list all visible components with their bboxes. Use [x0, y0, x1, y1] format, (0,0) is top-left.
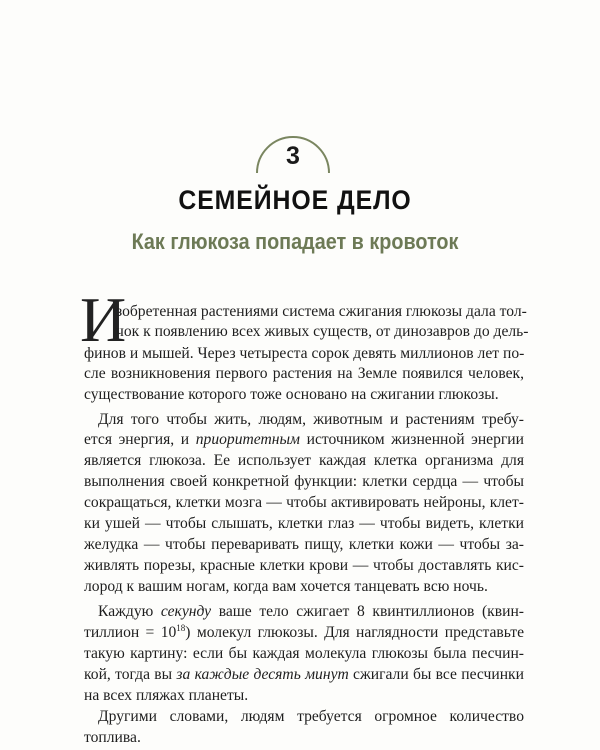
- chapter-subtitle: Как глюкоза попадает в кровоток: [131, 229, 459, 254]
- text-line: топлива.: [84, 729, 141, 746]
- text-line: кой, тогда вы за каждые десять минут сжигали бы все песчинки: [84, 666, 524, 683]
- emphasis: за каждые десять минут: [176, 666, 349, 683]
- chapter-title: СЕМЕЙНОЕ ДЕЛО: [178, 185, 412, 215]
- text-line: ки ушей — чтобы слышать, клетки глаз — чтобы видеть, клетки: [84, 515, 524, 532]
- emphasis: секунду: [160, 603, 212, 620]
- text-line: живлять порезы, красные клетки крови — чтобы доставлять кис-: [84, 557, 524, 574]
- text-line: выполнения своей конкретной функции: клетки сердца — чтобы: [84, 473, 524, 490]
- superscript: 18: [176, 622, 186, 633]
- text-line: зобретенная растениями система сжигания глюкозы дала тол-: [116, 303, 527, 320]
- text-line: чок к появлению всех живых существ, от динозавров до дель-: [116, 323, 529, 340]
- text-line: тиллион = $10^{18}$) молекул глюкозы. Для наглядности представьте: [84, 622, 524, 641]
- text-line: Другими словами, людям требуется огромное количество: [98, 708, 524, 725]
- text-line: сокращаться, клетки мозга — чтобы активировать нейроны, клет-: [84, 494, 524, 511]
- chapter-number: 3: [286, 142, 300, 170]
- text-line: существование которого тоже основано на сжигании глюкозы.: [84, 386, 499, 403]
- text-line: лород к вашим ногам, когда вам хочется танцевать всю ночь.: [84, 578, 488, 595]
- text-line: является глюкоза. Ее использует каждая клетка организма для: [84, 452, 524, 469]
- text-line: Каждую секунду ваше тело сжигает 8 квинтиллионов (квин-: [98, 603, 524, 620]
- text-line: на всех пляжах планеты.: [84, 687, 249, 704]
- text-line: финов и мышей. Через четыреста сорок девять миллионов лет по-: [84, 345, 525, 362]
- text-line: такую картину: если бы каждая молекула глюкозы была песчин-: [84, 645, 524, 662]
- text-line: сле возникновения первого растения на Земле появился человек,: [84, 365, 524, 382]
- drop-cap: И: [80, 284, 127, 355]
- emphasis: приоритетным: [195, 431, 301, 448]
- text-line: желудка — чтобы переваривать пищу, клетки кожи — чтобы за-: [84, 536, 524, 553]
- text-line: Для того чтобы жить, людям, животным и растениям требу-: [98, 411, 524, 428]
- text-line: ется энергия, и приоритетным источником жизненной энергии: [84, 431, 524, 448]
